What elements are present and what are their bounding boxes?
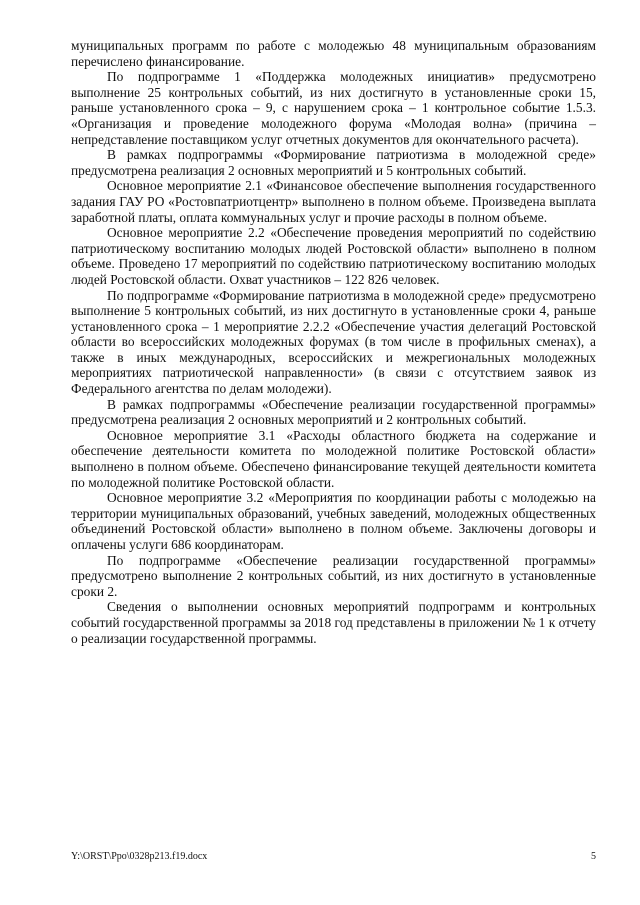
document-body (71, 38, 596, 646)
paragraph-measure-3-2: Основное мероприятие 3.2 «Мероприятия по координации работы с молодежью на территории муниципальных образований, учебных заведений, молодежных общественных объединений Ростовской области» выполнено в полном объеме. Заключены договоры и оплачены услуги 686 координаторам. (71, 490, 596, 552)
paragraph-measure-2-2: Основное мероприятие 2.2 «Обеспечение проведения мероприятий по содействию патриотическому воспитанию молодых людей Ростовской области» выполнено в полном объеме. Проведено 17 мероприятий по содействию патриотическому воспитанию молодых людей Ростовской области. Охват участников – 122 826 человек. (71, 225, 596, 287)
paragraph-subprogram-1: По подпрограмме 1 «Поддержка молодежных инициатив» предусмотрено выполнение 25 контрольных событий, из них достигнуто в установленные сроки 15, раньше установленного срока – 9, с нарушением срока – 1 контрольное событие 1.5.3. «Организация и проведение молодежного форума «Молодая волна» (причина – непредставление поставщиком услуг отчетных документов для окончательного расчета). (71, 69, 596, 147)
footer-page-number: 5 (591, 851, 596, 862)
paragraph-measure-3-1: Основное мероприятие 3.1 «Расходы областного бюджета на содержание и обеспечение деятельности комитета по молодежной политике Ростовской области» выполнено в полном объеме. Обеспечено финансирование текущей деятельности комитета по молодежной политике Ростовской области. (71, 427, 596, 490)
paragraph-state-program-intro: В рамках подпрограммы «Обеспечение реализации государственной программы» предусмотрена реализация 2 основных мероприятий и 2 контрольных событий. (71, 396, 596, 428)
footer-file-path: Y:\ORST\Ppo\0328p213.f19.docx (71, 851, 208, 862)
paragraph-continuation: муниципальных программ по работе с молодежью 48 муниципальным образованиям перечислено финансирование. (71, 38, 596, 69)
page-footer (71, 851, 596, 862)
paragraph-patriotism-intro: В рамках подпрограммы «Формирование патриотизма в молодежной среде» предусмотрена реализация 2 основных мероприятий и 5 контрольных событий. (71, 147, 596, 178)
paragraph-summary: Сведения о выполнении основных мероприятий подпрограмм и контрольных событий государственной программы за 2018 год представлены в приложении № 1 к отчету о реализации государственной программы. (71, 599, 596, 646)
paragraph-patriotism-events: По подпрограмме «Формирование патриотизма в молодежной среде» предусмотрено выполнение 5 контрольных событий, из них достигнуто в установленные сроки 4, раньше установленного срока – 1 мероприятие 2.2.2 «Обеспечение участия делегаций Ростовской области во всероссийских молодежных форумах (в том числе в профильных сменах), а также в иных международных, всероссийских и межрегиональных молодежных мероприятиях патриотической направленности» (в связи с отсутствием заявок из Федерального агентства по делам молодежи). (71, 287, 596, 397)
paragraph-measure-2-1: Основное мероприятие 2.1 «Финансовое обеспечение выполнения государственного задания ГАУ РО «Ростовпатриотцентр» выполнено в полном объеме. Произведена выплата заработной платы, оплата коммунальных услуг и прочие расходы в полном объеме. (71, 178, 596, 225)
paragraph-state-program-events: По подпрограмме «Обеспечение реализации государственной программы» предусмотрено выполнение 2 контрольных событий, из них достигнуто в установленные сроки 2. (71, 552, 596, 599)
